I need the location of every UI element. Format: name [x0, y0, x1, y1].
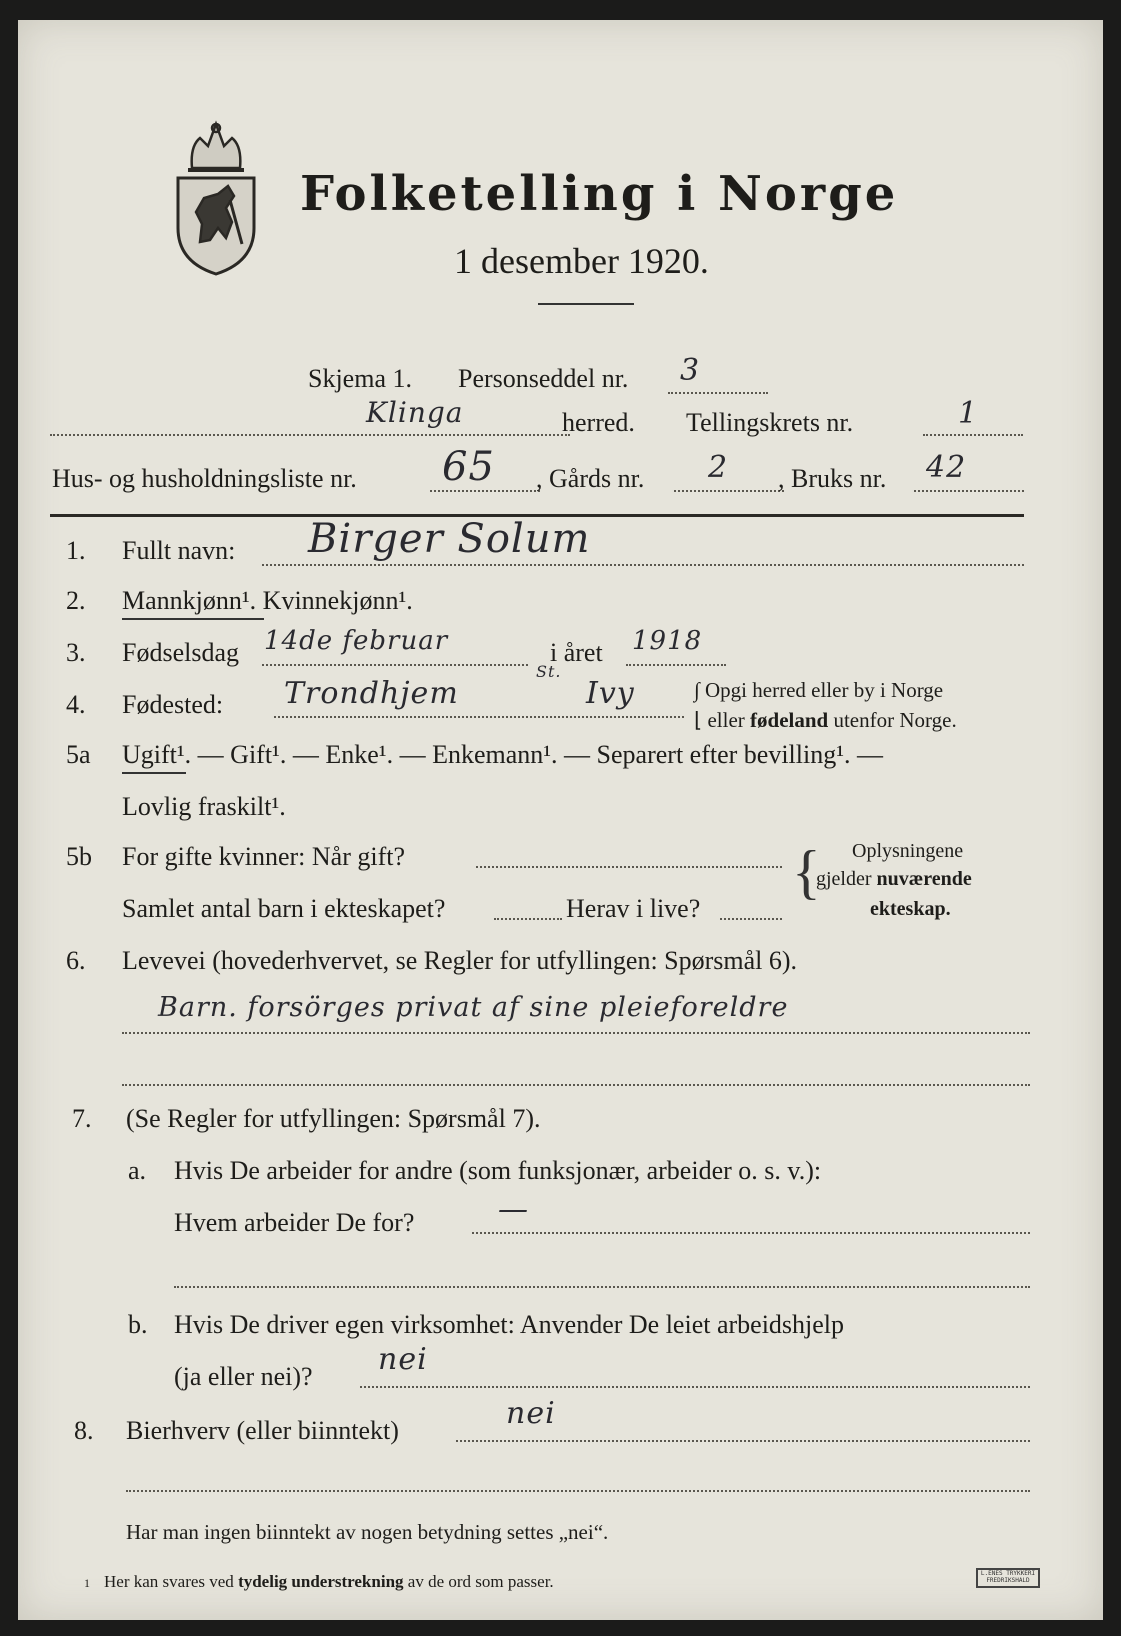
birthday-value: 14de februar	[264, 626, 449, 656]
q3-label: Fødselsdag	[122, 638, 239, 667]
form-title: Folketelling i Norge	[300, 166, 899, 222]
hired-help-field[interactable]	[360, 1386, 1030, 1388]
herred-field[interactable]	[50, 434, 570, 436]
full-name-value: Birger Solum	[308, 516, 591, 562]
q7a-number: a.	[128, 1156, 147, 1185]
bruks-label: , Bruks nr.	[778, 464, 887, 493]
census-form-page	[18, 20, 1103, 1620]
married-when-field[interactable]	[476, 866, 782, 868]
q8-number: 8.	[74, 1416, 94, 1445]
birthplace-superscript: St.	[536, 662, 562, 681]
q7b-number: b.	[128, 1310, 148, 1339]
gards-field[interactable]	[674, 490, 784, 492]
q2-number: 2.	[66, 586, 86, 615]
q4-note2a: eller	[707, 708, 751, 732]
footnote	[84, 1572, 554, 1592]
herred-value: Klinga	[366, 396, 464, 429]
employer-field[interactable]	[472, 1232, 1030, 1234]
birthplace-value: Trondhjem	[284, 676, 459, 711]
q5b-label2: Samlet antal barn i ekteskapet?	[122, 894, 446, 923]
tellingskrets-value: 1	[958, 396, 979, 431]
footer-note: Har man ingen biinntekt av nogen betydning settes „nei“.	[126, 1520, 609, 1544]
employer-value: —	[498, 1192, 529, 1227]
q7-number: 7.	[72, 1104, 92, 1133]
q6-number: 6.	[66, 946, 86, 975]
birthplace-note-line2	[694, 708, 957, 733]
full-name-field[interactable]	[262, 564, 1024, 566]
brace-icon: {	[792, 839, 821, 905]
side-income-value: nei	[506, 1396, 556, 1431]
brace-top-icon: ∫	[694, 678, 706, 702]
q3-year-label: i året	[550, 638, 603, 667]
birth-year-field[interactable]	[626, 664, 726, 666]
tellingskrets-field[interactable]	[923, 434, 1023, 436]
q5b-label3: Herav i live?	[566, 894, 701, 923]
marital-status-options[interactable]: Ugift¹. — Gift¹. — Enke¹. — Enkemann¹. — Separert efter bevilling¹. —	[122, 740, 884, 769]
q7-label: (Se Regler for utfyllingen: Spørsmål 7).	[126, 1104, 541, 1133]
gards-label: , Gårds nr.	[536, 464, 645, 493]
gards-value: 2	[708, 450, 729, 485]
q5b-note2b: nuværende	[876, 868, 972, 890]
q7a-label2: Hvem arbeider De for?	[174, 1208, 415, 1237]
hus-field[interactable]	[430, 490, 540, 492]
birthplace-value-2: Ivy	[586, 676, 635, 711]
q5b-label1: For gifte kvinner: Når gift?	[122, 842, 406, 871]
q6-label: Levevei (hovederhvervet, se Regler for utfyllingen: Spørsmål 6).	[122, 946, 798, 975]
footnote-a: Her kan svares ved	[104, 1572, 239, 1591]
mannkjonn-underline	[122, 618, 264, 620]
q7b-label: Hvis De driver egen virksomhet: Anvender De leiet arbeidshjelp	[174, 1310, 845, 1339]
q4-number: 4.	[66, 690, 86, 719]
hus-label: Hus- og husholdningsliste nr.	[52, 464, 357, 493]
birthday-field[interactable]	[262, 664, 528, 666]
occupation-value: Barn. forsörges privat af sine pleieforeldre	[158, 992, 789, 1023]
personseddel-value: 3	[680, 353, 701, 388]
employer-field-2[interactable]	[174, 1286, 1030, 1288]
q5b-note2a: gjelder	[816, 868, 877, 890]
q5b-note3: ekteskap.	[870, 898, 951, 920]
q4-note1: Opgi herred eller by i Norge	[705, 678, 944, 702]
q5b-note2	[816, 868, 972, 891]
q5b-number: 5b	[66, 842, 92, 871]
footnote-number: 1	[84, 1576, 90, 1590]
tellingskrets-label: Tellingskrets nr.	[686, 408, 854, 437]
footnote-c: av de ord som passer.	[403, 1572, 554, 1591]
herred-label: herred.	[562, 408, 635, 437]
q4-label: Fødested:	[122, 690, 224, 719]
q1-label: Fullt navn:	[122, 536, 236, 565]
children-total-field[interactable]	[494, 918, 562, 920]
children-alive-field[interactable]	[720, 918, 782, 920]
q3-number: 3.	[66, 638, 86, 667]
schema-label: Skjema 1.	[308, 364, 412, 393]
divider-ornament	[538, 303, 634, 305]
occupation-field-2[interactable]	[122, 1084, 1030, 1086]
hus-value: 65	[442, 444, 495, 490]
q5b-note1: Oplysningene	[852, 840, 964, 862]
birthplace-field[interactable]	[274, 716, 684, 718]
q4-note2b: fødeland	[750, 708, 829, 732]
birthplace-note-line1	[694, 678, 943, 703]
q1-number: 1.	[66, 536, 86, 565]
printer-stamp: L.ENES TRYKKERI FREDRIKSHALD	[976, 1568, 1040, 1588]
brace-bottom-icon: ⌊	[694, 708, 708, 732]
birth-year-value: 1918	[632, 626, 703, 656]
footnote-b: tydelig understrekning	[238, 1572, 404, 1591]
coat-of-arms-icon	[170, 116, 262, 276]
q7b-label2: (ja eller nei)?	[174, 1362, 313, 1391]
q4-note2c: utenfor Norge.	[828, 708, 957, 732]
q5a-number: 5a	[66, 740, 91, 769]
personseddel-field[interactable]	[668, 392, 768, 394]
ugift-underline	[122, 772, 186, 774]
bruks-value: 42	[926, 450, 967, 485]
gender-options[interactable]: Mannkjønn¹. Kvinnekjønn¹.	[122, 586, 413, 615]
q8-label: Bierhverv (eller biinntekt)	[126, 1416, 399, 1445]
census-date: 1 desember 1920.	[454, 241, 709, 281]
side-income-field[interactable]	[456, 1440, 1030, 1442]
personseddel-label: Personseddel nr.	[458, 364, 629, 393]
occupation-field-1[interactable]	[122, 1032, 1030, 1034]
hired-help-value: nei	[378, 1342, 428, 1377]
q7a-label: Hvis De arbeider for andre (som funksjonær, arbeider o. s. v.):	[174, 1156, 822, 1185]
marital-status-options-2[interactable]: Lovlig fraskilt¹.	[122, 792, 286, 821]
bruks-field[interactable]	[914, 490, 1024, 492]
side-income-field-2[interactable]	[126, 1490, 1030, 1492]
